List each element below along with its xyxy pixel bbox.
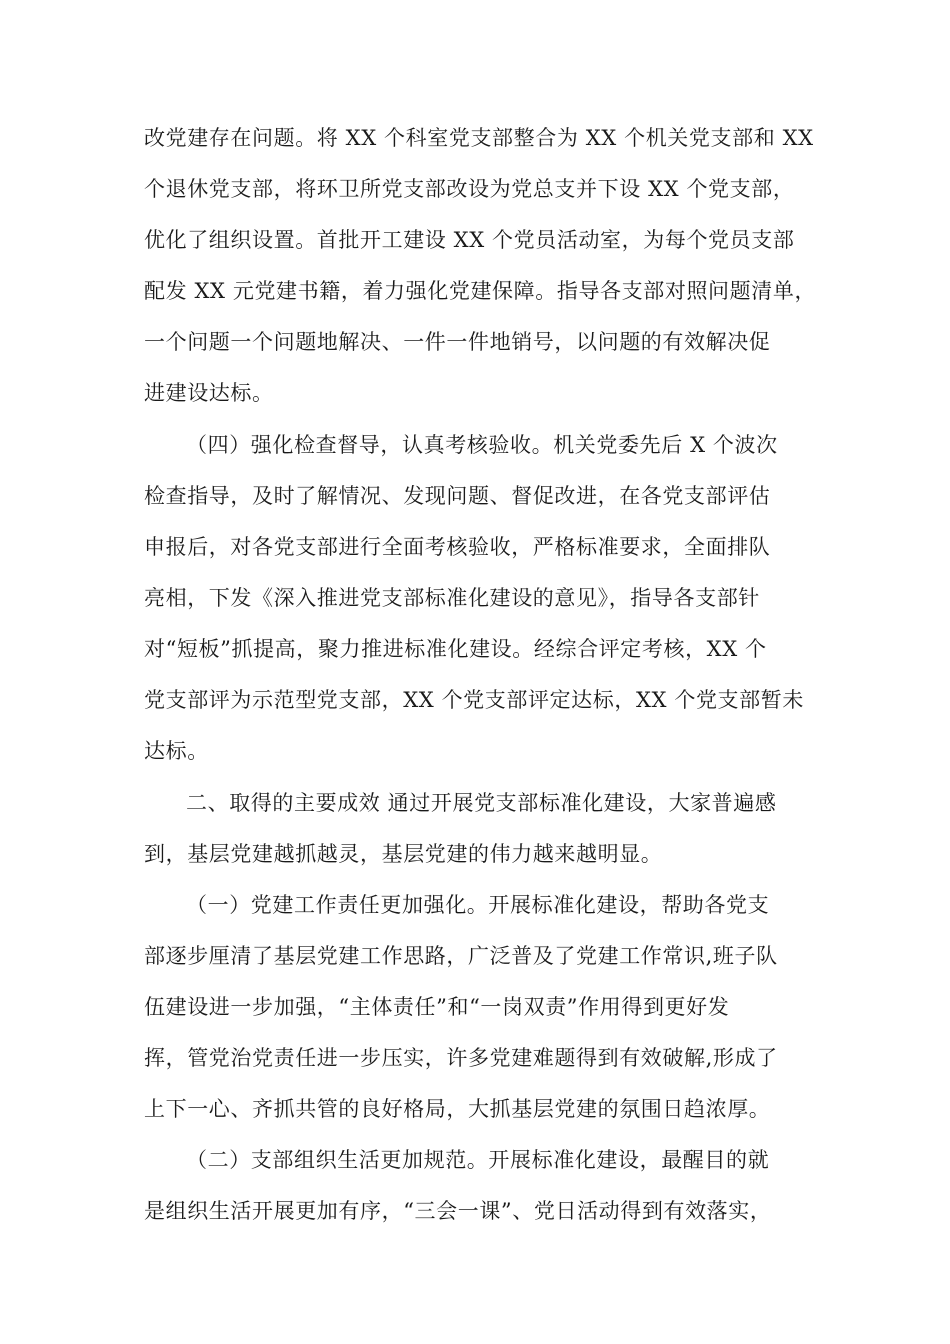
text-line: 到，基层党建越抓越灵，基层党建的伟力越来越明显。 [144,842,663,866]
text-line: 上下一心、齐抓共管的良好格局，大抓基层党建的氛围日趋浓厚。 [144,1097,771,1121]
text-line: 进建设达标。 [144,381,274,405]
paragraph-heading-2: （二）支部组织生活更加规范。开展标准化建设，最醒目的就 [186,1148,770,1172]
paragraph-heading-1: （一）党建工作责任更加强化。开展标准化建设，帮助各党支 [186,893,770,917]
text-line: 党支部评为示范型党支部，XX 个党支部评定达标，XX 个党支部暂未 [144,688,804,712]
text-line: 改党建存在问题。将 XX 个科室党支部整合为 XX 个机关党支部和 XX [144,126,814,150]
text-line: 挥，管党治党责任进一步压实，许多党建难题得到有效破解,形成了 [144,1046,778,1070]
text-line: 一个问题一个问题地解决、一件一件地销号，以问题的有效解决促 [144,330,771,354]
text-line: 部逐步厘清了基层党建工作思路，广泛普及了党建工作常识,班子队 [144,944,778,968]
text-line: 申报后，对各党支部进行全面考核验收，严格标准要求，全面排队 [144,535,771,559]
text-line: 对“短板”抓提高，聚力推进标准化建设。经综合评定考核，XX 个 [144,637,767,661]
text-line: 达标。 [144,739,209,763]
section-heading-2: 二、取得的主要成效 通过开展党支部标准化建设，大家普遍感 [186,791,777,815]
text-line: 检查指导，及时了解情况、发现问题、督促改进，在各党支部评估 [144,484,771,508]
text-line: 个退休党支部，将环卫所党支部改设为党总支并下设 XX 个党支部， [144,177,795,201]
text-line: 亮相，下发《深入推进党支部标准化建设的意见》，指导各支部针 [144,586,760,610]
text-line: 是组织生活开展更加有序，“三会一课”、党日活动得到有效落实， [144,1199,772,1223]
text-line: 伍建设进一步加强，“主体责任”和“一岗双责”作用得到更好发 [144,995,730,1019]
text-line: 配发 XX 元党建书籍，着力强化党建保障。指导各支部对照问题清单， [144,279,817,303]
paragraph-heading-4: （四）强化检查督导，认真考核验收。机关党委先后 X 个波次 [186,433,778,457]
text-line: 优化了组织设置。首批开工建设 XX 个党员活动室，为每个党员支部 [144,228,795,252]
